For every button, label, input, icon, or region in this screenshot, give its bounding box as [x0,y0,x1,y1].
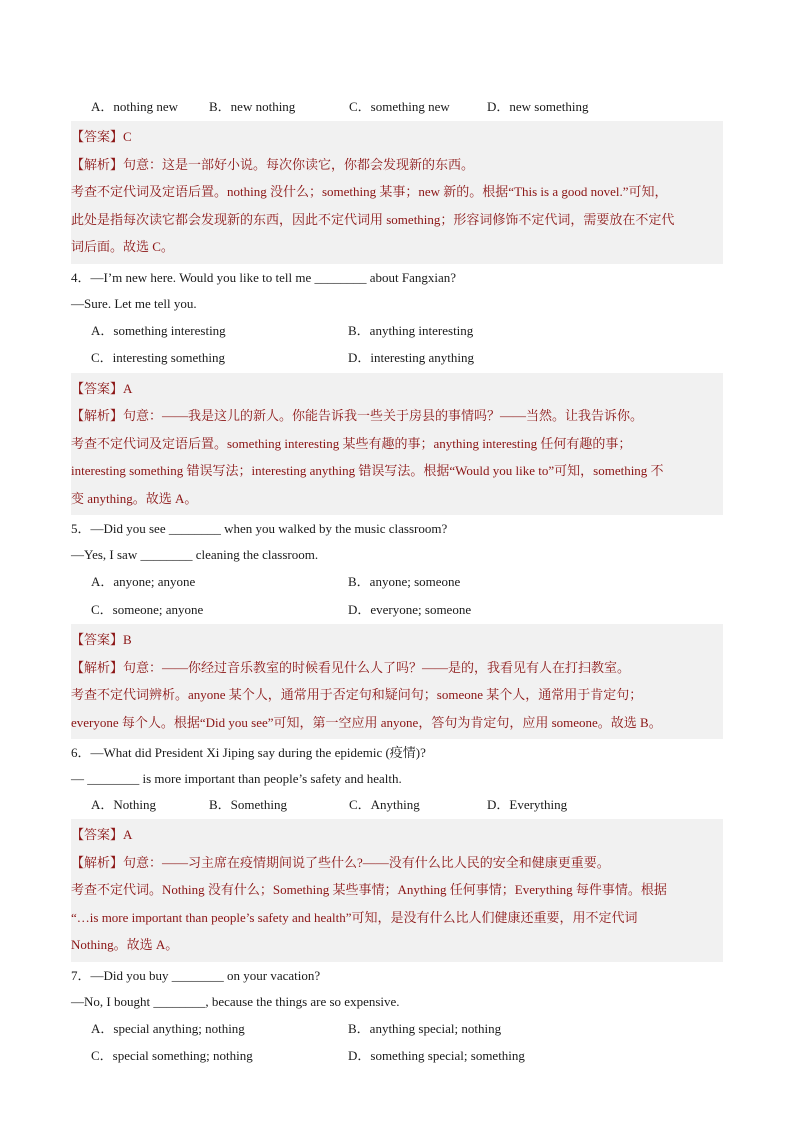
q7-option-a: A．special anything; nothing [91,1020,245,1036]
q5-analysis-line-1 [71,654,723,682]
q6-option-b: B．Something [209,797,288,812]
q5-option-a: A．anyone; anyone [91,574,196,589]
q6-analysis-line-3: “…is more important than people’s safety and health”可知，是没有什么比人们健康还重要，用不定代词 [71,909,638,925]
q4-answer [71,375,723,403]
q4-reply: —Sure. Let me tell you. [71,295,197,311]
q4-option-d: D．interesting anything [348,350,475,365]
q5-option-d: D．everyone; someone [348,601,472,617]
q6-reply: — ________ is more important than people’s safety and health. [71,771,402,786]
q3-analysis-line-3: 此处是指每次读它都会发现新的东西，因此不定代词用 something；形容词修饰不定代词，需要放在不定代 [71,211,675,227]
q4-analysis-line-3: interesting something 错误写法；interesting anything 错误写法。根据“Would you like to”可知，something 不 [71,463,664,478]
q4-analysis-line-4: 变 anything。故选 A。 [71,490,198,506]
q6-stem: 6．—What did President Xi Jiping say during the epidemic (疫情)? [71,745,426,760]
answer-value: A [123,827,133,842]
q4-options-row-1 [71,317,723,345]
q5-answer-block [71,624,723,739]
analysis-text: 句意：——习主席在疫情期间说了些什么?——没有什么比人民的安全和健康更重要。 [123,854,610,870]
answer-value: A [123,380,133,396]
q7-options-row-2 [71,1042,723,1070]
q3-answer-block [71,121,723,264]
q5-answer [71,626,723,654]
answer-tag: 【答案】 [71,380,124,396]
q3-option-c: C．something new [349,99,450,114]
q4-answer-block [71,373,723,516]
q3-options [71,94,723,120]
analysis-text: 句意：——我是这儿的新人。你能告诉我一些关于房县的事情吗？——当然。让我告诉你。 [123,408,644,423]
q4-analysis-line-1 [71,402,723,430]
q4-option-a: A．something interesting [91,322,226,338]
q3-answer [71,123,723,151]
q5-reply: —Yes, I saw ________ cleaning the classroom. [71,547,319,562]
q7-option-c: C．special something; nothing [91,1048,253,1063]
q3-analysis-line-2: 考查不定代词及定语后置。nothing 没什么；something 某事；new 新的。根据“This is a good novel.”可知， [71,184,668,199]
answer-tag: 【答案】 [71,632,124,647]
q4-options-row-2 [71,344,723,372]
analysis-tag: 【解析】 [71,156,124,172]
analysis-text: 句意：这是一部好小说。每次你读它，你都会发现新的东西。 [123,156,475,172]
q4-analysis-line-2: 考查不定代词及定语后置。something interesting 某些有趣的事；anything interesting 任何有趣的事； [71,435,632,451]
q6-option-a: A．Nothing [91,797,157,812]
q5-options-row-2 [71,596,723,624]
q5-options-row-1 [71,568,723,596]
q6-answer-block [71,819,723,962]
q5-stem: 5．—Did you see ________ when you walked by the music classroom? [71,521,448,536]
answer-value: B [123,632,132,647]
q6-answer [71,821,723,849]
q6-option-d: D．Everything [487,797,568,812]
analysis-tag: 【解析】 [71,854,124,870]
q3-analysis-line-1 [71,151,723,179]
q4-option-b: B．anything interesting [348,322,474,338]
q5-analysis-line-3: everyone 每个人。根据“Did you see”可知，第一空应用 anyone，答句为肯定句，应用 someone。故选 B。 [71,714,662,730]
q5-analysis-line-2: 考查不定代词辨析。anyone 某个人，通常用于否定句和疑问句；someone 某个人，通常用于肯定句； [71,687,643,702]
q6-analysis-line-4: Nothing。故选 A。 [71,937,179,952]
answer-tag: 【答案】 [71,129,124,144]
q4-stem: 4．—I’m new here. Would you like to tell me ________ about Fangxian? [71,269,457,285]
q4-option-c: C．interesting something [91,350,225,365]
q6-option-c: C．Anything [349,797,420,812]
q6-analysis-line-1 [71,849,723,877]
analysis-text: 句意：——你经过音乐教室的时候看见什么人了吗？——是的，我看见有人在打扫教室。 [123,659,631,675]
analysis-tag: 【解析】 [71,659,124,675]
analysis-tag: 【解析】 [71,408,124,423]
q7-option-b: B．anything special; nothing [348,1020,502,1036]
q3-analysis-line-4: 词后面。故选 C。 [71,239,174,254]
document-content [71,94,723,1070]
q5-option-c: C．someone; anyone [91,601,204,617]
q5-option-b: B．anyone; someone [348,574,461,589]
q7-reply: —No, I bought ________, because the things are so expensive. [71,993,400,1009]
q7-stem: 7．—Did you buy ________ on your vacation? [71,967,321,983]
q3-option-b: B．new nothing [209,99,296,114]
q6-analysis-line-2: 考查不定代词。Nothing 没有什么；Something 某些事情；Anything 任何事情；Everything 每件事情。根据 [71,882,667,897]
answer-tag: 【答案】 [71,827,124,842]
q6-options [71,792,723,818]
q7-options-row-1 [71,1015,723,1043]
q3-option-d: D．new something [487,99,589,114]
q3-option-a: A．nothing new [91,99,179,114]
q7-option-d: D．something special; something [348,1048,525,1063]
answer-value: C [123,129,132,144]
